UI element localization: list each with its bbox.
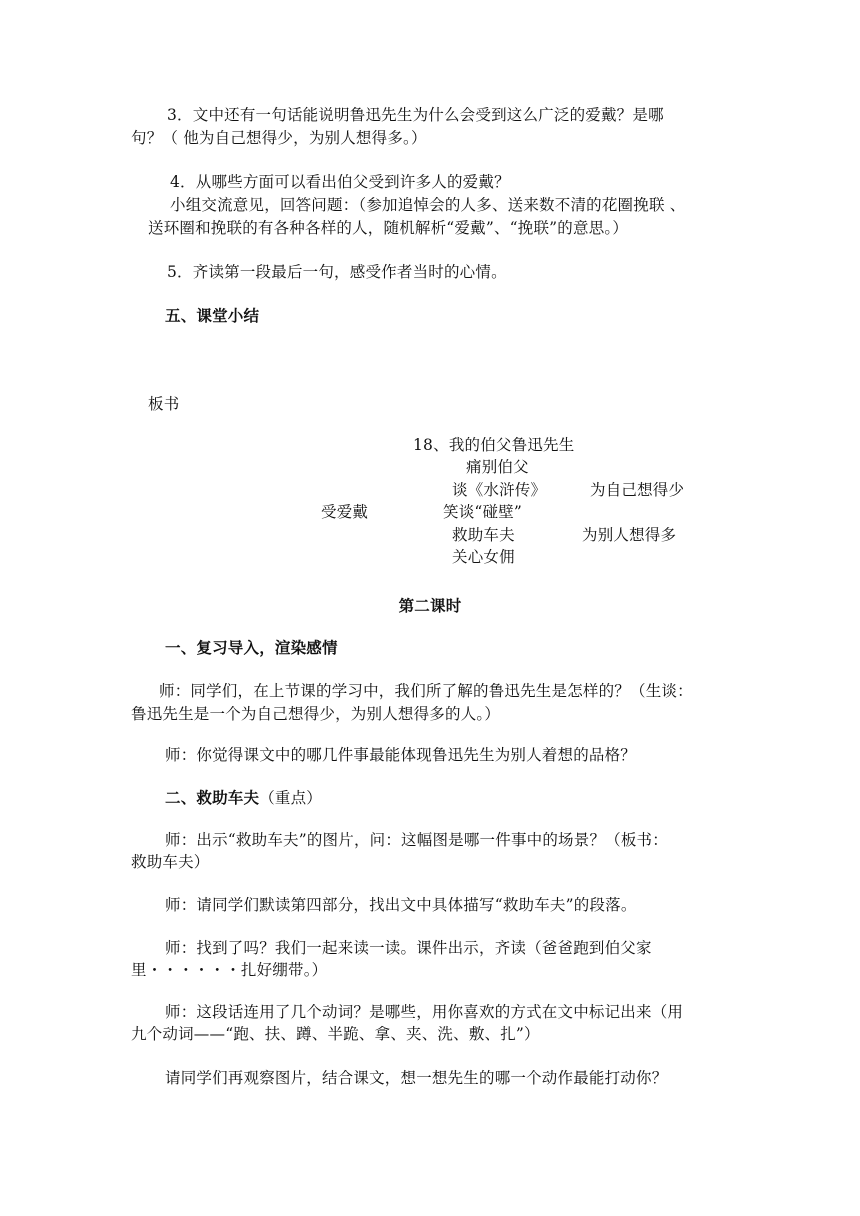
- blackboard-item: 谈《水浒传》: [452, 481, 547, 499]
- blackboard-note: 为自己想得少: [590, 481, 685, 499]
- paragraph-line: 师：出示“救助车夫”的图片，问：这幅图是哪一件事中的场景？（板书：: [165, 831, 668, 849]
- blackboard-item: 笑谈“碰壁”: [443, 503, 523, 521]
- q4-line2: 小组交流意见，回答问题：（参加追悼会的人多、送来数不清的花圈挽联 、: [170, 196, 686, 214]
- section-heading: [165, 788, 322, 808]
- section-heading-summary: 五、课堂小结: [165, 307, 260, 325]
- blackboard-left: 受爱戴: [321, 503, 369, 521]
- blackboard-item: 救助车夫: [452, 526, 515, 544]
- blackboard-item: 痛别伯父: [466, 458, 529, 476]
- question-5: 5．齐读第一段最后一句，感受作者当时的心情。: [167, 263, 507, 281]
- paragraph-line: 师：同学们，在上节课的学习中，我们所了解的鲁迅先生是怎样的？（生谈：: [159, 682, 693, 700]
- paragraph-line: 师：请同学们默读第四部分，找出文中具体描写“救助车夫”的段落。: [165, 896, 637, 914]
- paragraph-line: 鲁迅先生是一个为自己想得少，为别人想得多的人。）: [131, 705, 501, 723]
- paragraph-line: 师：找到了吗？我们一起来读一读。课件出示，齐读（爸爸跑到伯父家: [165, 939, 652, 957]
- blackboard-label: 板书: [148, 395, 180, 413]
- q3-line2: 句？（ 他为自己想得少，为别人想得多。）: [131, 129, 427, 147]
- paragraph-line: 救助车夫）: [131, 853, 210, 871]
- section-heading: 一、复习导入，渲染感情: [165, 639, 338, 657]
- blackboard-title: 18、我的伯父鲁迅先生: [413, 436, 575, 454]
- q4-line3: 送环圈和挽联的有各种各样的人，随机解析“爱戴”、“挽联”的意思。）: [148, 219, 629, 237]
- paragraph-line: 请同学们再观察图片，结合课文，想一想先生的哪一个动作最能打动你？: [165, 1069, 668, 1087]
- lesson-title: 第二课时: [398, 597, 462, 615]
- blackboard-note: 为别人想得多: [582, 526, 677, 544]
- paragraph-line: 师：这段话连用了几个动词？是哪些，用你喜欢的方式在文中标记出来（用: [165, 1003, 684, 1021]
- paragraph-line: 九个动词——“跑、扶、蹲、半跪、拿、夹、洗、敷、扎”）: [131, 1025, 540, 1043]
- section-heading-text: 二、救助车夫: [165, 789, 260, 807]
- section-heading-note: （重点）: [259, 789, 323, 807]
- blackboard-item: 关心女佣: [452, 548, 515, 566]
- paragraph-line: 师：你觉得课文中的哪几件事最能体现鲁迅先生为别人着想的品格？: [165, 746, 637, 764]
- q3-line1: 3．文中还有一句话能说明鲁迅先生为什么会受到这么广泛的爱戴？是哪: [167, 106, 664, 124]
- paragraph-line: 里・・・・・・扎好绷带。）: [131, 961, 328, 979]
- q4-line1: 4．从哪些方面可以看出伯父受到许多人的爱戴？: [170, 173, 510, 191]
